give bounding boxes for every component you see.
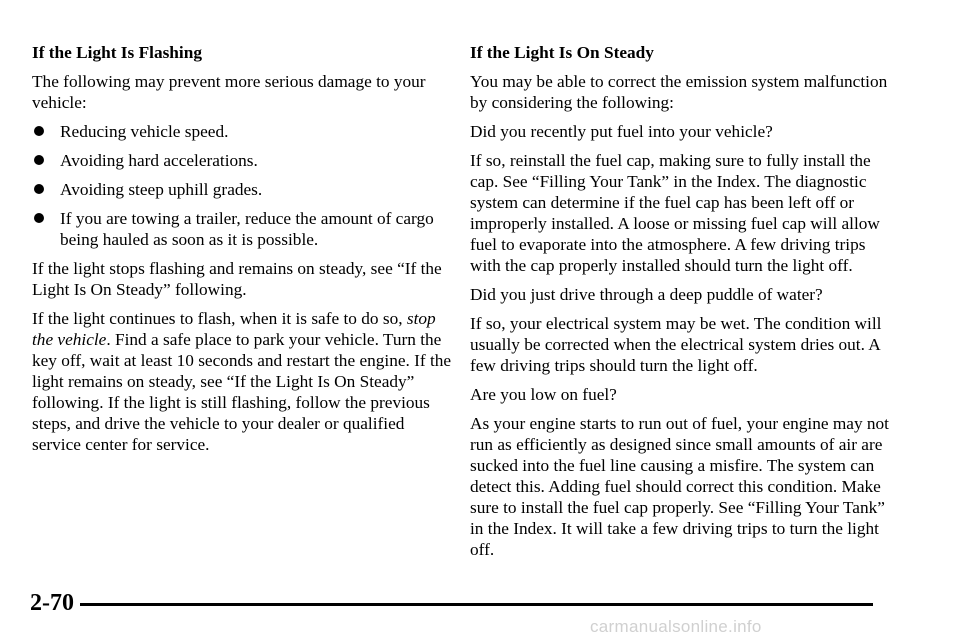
emphasis-stop-vehicle: stop the vehicle [32,309,436,349]
bullet-icon [34,155,44,165]
bullet-text: If you are towing a trailer, reduce the amount of cargo being hauled as soon as it is possible. [60,209,434,249]
bullet-item [32,179,452,200]
question-puddle: Did you just drive through a deep puddle of water? [470,285,823,304]
bullet-item [32,150,452,171]
paragraph: As your engine starts to run out of fuel, your engine may not run as efficiently as designed since small amounts of air are sucked into the fuel line causing a misfire. The system can detect this. Adding fuel should correct this condition. Make sure to install the fuel cap properly. See “Filling Your Tank” in the Index. It will take a few driving trips to turn the light off. [470,414,889,559]
paragraph-steady-reference: If the light stops flashing and remains on steady, see “If the Light Is On Steady” following. [32,259,442,299]
bullet-text: Avoiding steep uphill grades. [60,180,263,199]
question-low-fuel: Are you low on fuel? [470,385,617,404]
paragraph: If so, reinstall the fuel cap, making sure to fully install the cap. See “Filling Your Tank” in the Index. The diagnostic system can determine if the fuel cap has been left off or improperly installed. A loose or missing fuel cap will allow fuel to evaporate into the atmosphere. A few driving trips with the cap properly installed should turn the light off. [470,151,880,275]
paragraph-continue-flash [32,308,452,455]
bullet-text: Reducing vehicle speed. [60,122,229,141]
paragraph: You may be able to correct the emission system malfunction by considering the following: [470,72,888,112]
bullet-icon [34,213,44,223]
page-number: 2-70 [30,590,74,616]
paragraph-text: If the light continues to flash, when it is safe to do so, [32,309,407,328]
footer-divider [80,603,873,606]
section-heading-steady: If the Light Is On Steady [470,43,654,62]
paragraph: If so, your electrical system may be wet. The condition will usually be corrected when the electrical system dries out. A few driving trips should turn the light off. [470,314,882,375]
section-heading-flashing: If the Light Is Flashing [32,43,202,62]
intro-paragraph: The following may prevent more serious damage to your vehicle: [32,72,426,112]
question-fuel: Did you recently put fuel into your vehicle? [470,122,773,141]
watermark: carmanualsonline.info [590,617,762,636]
right-column [470,42,890,568]
bullet-item [32,208,452,250]
paragraph-text: . Find a safe place to park your vehicle. Turn the key off, wait at least 10 seconds and restart the engine. If the light remains on steady, see “If the Light Is On Steady” following. If the light is still flashing, follow the previous steps, and drive the vehicle to your dealer or qualified service center for service. [32,330,452,454]
bullet-text: Avoiding hard accelerations. [60,151,258,170]
bullet-icon [34,184,44,194]
bullet-item [32,121,452,142]
left-column [32,42,452,463]
bullet-icon [34,126,44,136]
